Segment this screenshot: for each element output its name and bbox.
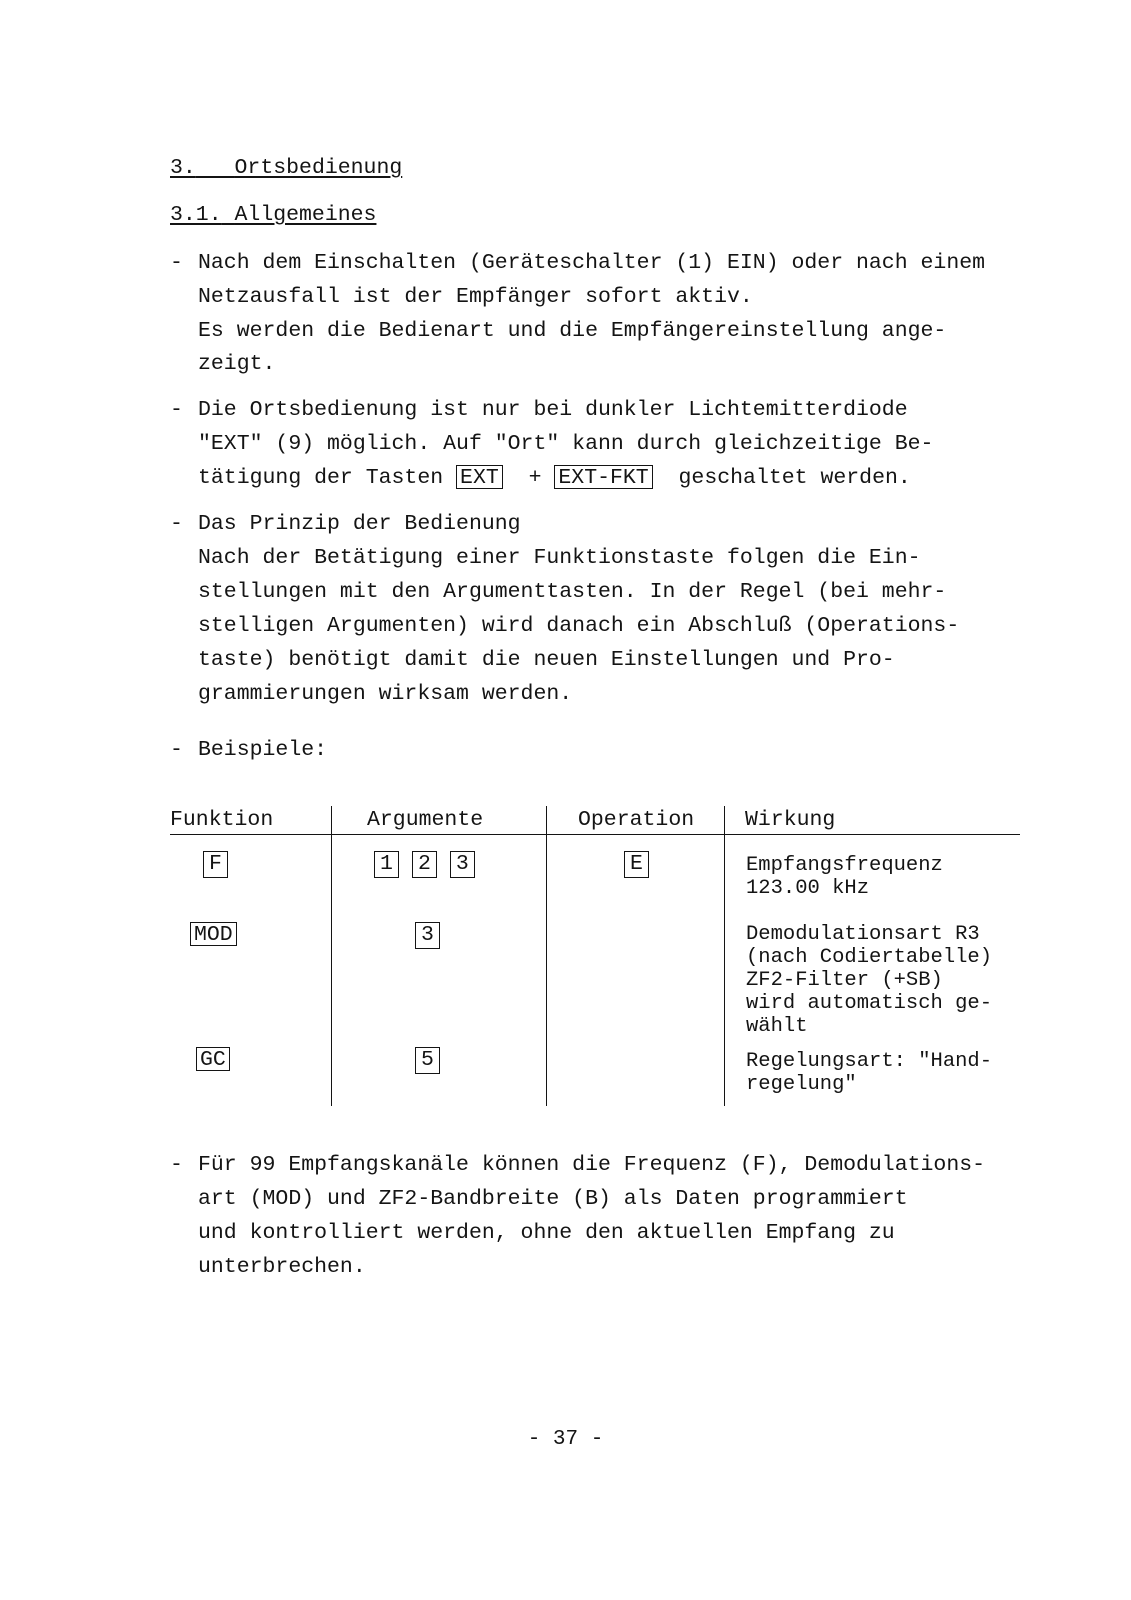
argument-key: 5 bbox=[415, 1047, 440, 1074]
section-title: Ortsbedienung bbox=[234, 156, 403, 180]
paragraph-line: Für 99 Empfangskanäle können die Frequenz (F), Demodulations- bbox=[198, 1153, 986, 1177]
argument-keys bbox=[415, 1047, 440, 1074]
paragraph-line: und kontrolliert werden, ohne den aktuellen Empfang zu bbox=[198, 1221, 895, 1245]
effect-line: (nach Codiertabelle) bbox=[746, 946, 993, 969]
paragraph-line: grammierungen wirksam werden. bbox=[198, 682, 573, 706]
table-column-divider bbox=[546, 806, 547, 1106]
operation-key-e: E bbox=[624, 851, 649, 878]
paragraph-line: zeigt. bbox=[198, 352, 276, 376]
paragraph-line: Beispiele: bbox=[198, 738, 328, 762]
bullet-marker: - bbox=[170, 251, 183, 275]
paragraph-line: stellungen mit den Argumenttasten. In der Regel (bei mehr- bbox=[198, 580, 947, 604]
effect-line: wird automatisch ge- bbox=[746, 992, 993, 1015]
page-number: - 37 - bbox=[527, 1428, 604, 1451]
paragraph-line-with-keys: tätigung der Tasten EXT + EXT-FKT geschaltet werden. bbox=[198, 466, 911, 490]
argument-key: 3 bbox=[415, 922, 440, 949]
table-header-operation: Operation bbox=[578, 808, 695, 832]
effect-line: wählt bbox=[746, 1015, 808, 1038]
ext-fkt-key: EXT-FKT bbox=[554, 465, 652, 489]
table-row bbox=[190, 922, 237, 947]
effect-line: Regelungsart: "Hand- bbox=[746, 1050, 993, 1073]
bullet-marker: - bbox=[170, 1153, 183, 1177]
effect-line: Demodulationsart R3 bbox=[746, 923, 980, 946]
table-header-argumente: Argumente bbox=[367, 808, 484, 832]
effect-line: ZF2-Filter (+SB) bbox=[746, 969, 943, 992]
function-key-mod: MOD bbox=[190, 922, 237, 946]
paragraph-line: unterbrechen. bbox=[198, 1255, 366, 1279]
paragraph-line: "EXT" (9) möglich. Auf "Ort" kann durch gleichzeitige Be- bbox=[198, 432, 934, 456]
paragraph-line: Netzausfall ist der Empfänger sofort aktiv. bbox=[198, 285, 753, 309]
table-row bbox=[203, 851, 228, 878]
bullet-marker: - bbox=[170, 398, 183, 422]
table-header-rule bbox=[170, 834, 1020, 835]
paragraph-line: Nach dem Einschalten (Geräteschalter (1) EIN) oder nach einem bbox=[198, 251, 986, 275]
paragraph-line: Es werden die Bedienart und die Empfängereinstellung ange- bbox=[198, 319, 947, 343]
paragraph-line: art (MOD) und ZF2-Bandbreite (B) als Daten programmiert bbox=[198, 1187, 908, 1211]
subsection-number: 3.1. bbox=[170, 203, 222, 227]
section-heading bbox=[170, 156, 402, 180]
argument-keys bbox=[415, 922, 440, 949]
bullet-marker: - bbox=[170, 512, 183, 536]
ext-key: EXT bbox=[456, 465, 503, 489]
argument-key: 1 bbox=[374, 851, 399, 878]
effect-line: 123.00 kHz bbox=[746, 877, 870, 900]
operation-keys bbox=[624, 851, 649, 878]
argument-key: 2 bbox=[412, 851, 437, 878]
effect-line: Empfangsfrequenz bbox=[746, 854, 943, 877]
bullet-marker: - bbox=[170, 738, 183, 762]
function-key-f: F bbox=[203, 851, 228, 878]
table-header-funktion: Funktion bbox=[170, 808, 274, 832]
subsection-title: Allgemeines bbox=[234, 203, 377, 227]
section-number: 3. bbox=[170, 156, 196, 180]
table-column-divider bbox=[724, 806, 725, 1106]
paragraph-line: taste) benötigt damit die neuen Einstellungen und Pro- bbox=[198, 648, 895, 672]
table-row bbox=[196, 1047, 230, 1072]
function-key-gc: GC bbox=[196, 1047, 230, 1071]
table-column-divider bbox=[331, 806, 332, 1106]
table-header-wirkung: Wirkung bbox=[745, 808, 836, 832]
paragraph-line: Die Ortsbedienung ist nur bei dunkler Lichtemitterdiode bbox=[198, 398, 908, 422]
effect-line: regelung" bbox=[746, 1073, 857, 1096]
paragraph-line: Das Prinzip der Bedienung bbox=[198, 512, 521, 536]
paragraph-line: Nach der Betätigung einer Funktionstaste folgen die Ein- bbox=[198, 546, 921, 570]
argument-key: 3 bbox=[450, 851, 475, 878]
subsection-heading bbox=[170, 203, 376, 227]
argument-keys bbox=[374, 851, 475, 878]
paragraph-line: stelligen Argumenten) wird danach ein Abschluß (Operations- bbox=[198, 614, 960, 638]
